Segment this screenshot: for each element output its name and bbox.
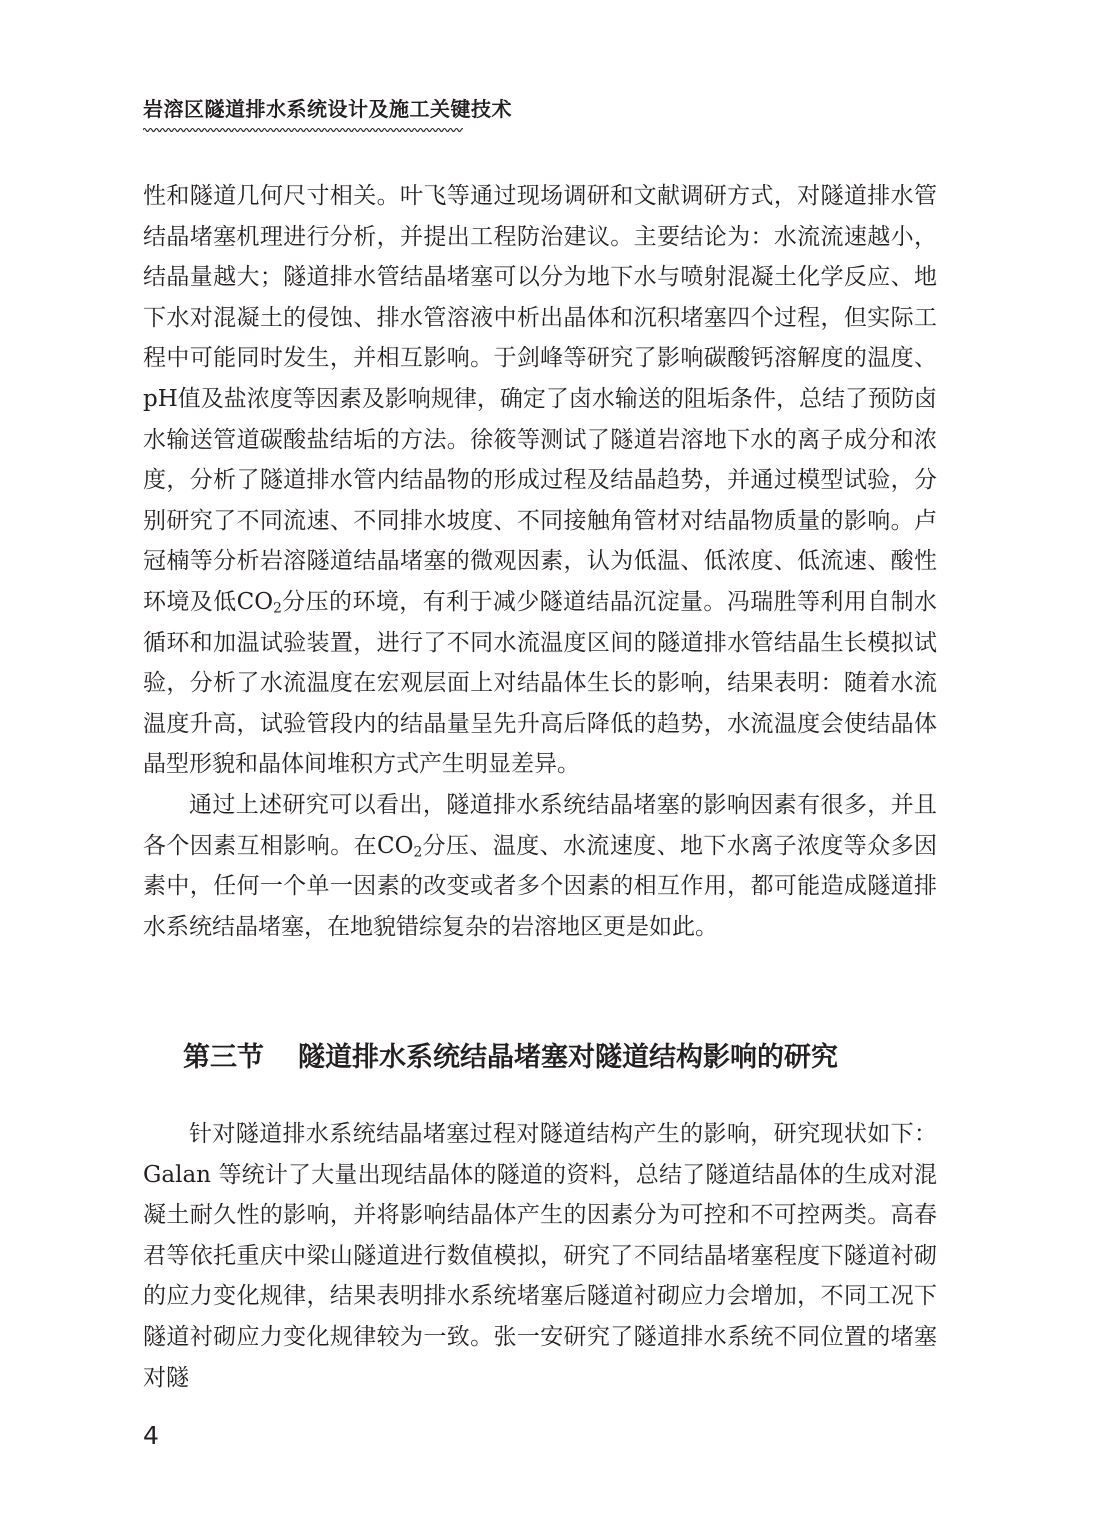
paragraph bbox=[143, 1114, 937, 1398]
text-run: 性和隧道几何尺寸相关。叶飞等通过现场调研和文献调研方式，对隧道排水管结晶堵塞机理进行分析，并提出工程防治建议。主要结论为：水流流速越小，结晶量越大；隧道排水管结晶堵塞可以分为地下水与喷射混凝土化学反应、地下水对混凝土的侵蚀、排水管溶液中析出晶体和沉积堵塞四个过程，但实际工程中可能同时发生，并相互影响。于剑峰等研究了影响碳酸钙溶解度的温度、pH值及盐浓度等因素及影响规律，确定了卤水输送的阻垢条件，总结了预防卤水输送管道碳酸盐结垢的方法。徐筱等测试了隧道岩溶地下水的离子成分和浓度，分析了隧道排水管内结晶物的形成过程及结晶趋势，并通过模型试验，分别研究了不同流速、不同排水坡度、不同接触角管材对结晶物质量的影响。卢冠楠等分析岩溶隧道结晶堵塞的微观因素，认为低温、低浓度、低流速、酸性环境及低CO bbox=[143, 183, 937, 615]
section-number: 第三节 bbox=[183, 1042, 264, 1073]
text-run: 分压、温度、水流速度、地下水离子浓度等众多因素中，任何一个单一因素的改变或者多个因素的相互作用，都可能造成隧道排水系统结晶堵塞，在地貌错综复杂的岩溶地区更是如此。 bbox=[143, 832, 937, 940]
running-header-title: 岩溶区隧道排水系统设计及施工关键技术 bbox=[143, 97, 512, 121]
body-text-after-heading bbox=[143, 1114, 937, 1398]
page-number: 4 bbox=[143, 1421, 159, 1450]
section-heading bbox=[183, 1038, 838, 1078]
subscript: 2 bbox=[413, 843, 423, 860]
wavy-rule-divider bbox=[143, 126, 463, 134]
body-text-before-heading bbox=[143, 176, 937, 947]
section-title: 隧道排水系统结晶堵塞对隧道结构影响的研究 bbox=[298, 1042, 838, 1073]
text-run: 通过上述研究可以看出，隧道排水系统结晶堵塞的影响因素有很多，并且各个因素互相影响。在CO bbox=[143, 791, 937, 859]
paragraph bbox=[143, 785, 937, 947]
text-run: 分压的环境，有利于减少隧道结晶沉淀量。冯瑞胜等利用自制水循环和加温试验装置，进行了不同水流温度区间的隧道排水管结晶生长模拟试验，分析了水流温度在宏观层面上对结晶体生长的影响，结果表明：随着水流温度升高，试验管段内的结晶量呈先升高后降低的趋势，水流温度会使结晶体晶型形貌和晶体间堆积方式产生明显差异。 bbox=[143, 588, 937, 778]
paragraph bbox=[143, 176, 937, 785]
text-run: 针对隧道排水系统结晶堵塞过程对隧道结构产生的影响，研究现状如下：Galan 等统计了大量出现结晶体的隧道的资料，总结了隧道结晶体的生成对混凝土耐久性的影响，并将影响结晶体产生的因素分为可控和不可控两类。高春君等依托重庆中梁山隧道进行数值模拟，研究了不同结晶堵塞程度下隧道衬砌的应力变化规律，结果表明排水系统堵塞后隧道衬砌应力会增加，不同工况下隧道衬砌应力变化规律较为一致。张一安研究了隧道排水系统不同位置的堵塞对隧 bbox=[143, 1121, 937, 1391]
subscript: 2 bbox=[273, 600, 282, 617]
running-header bbox=[143, 96, 512, 134]
